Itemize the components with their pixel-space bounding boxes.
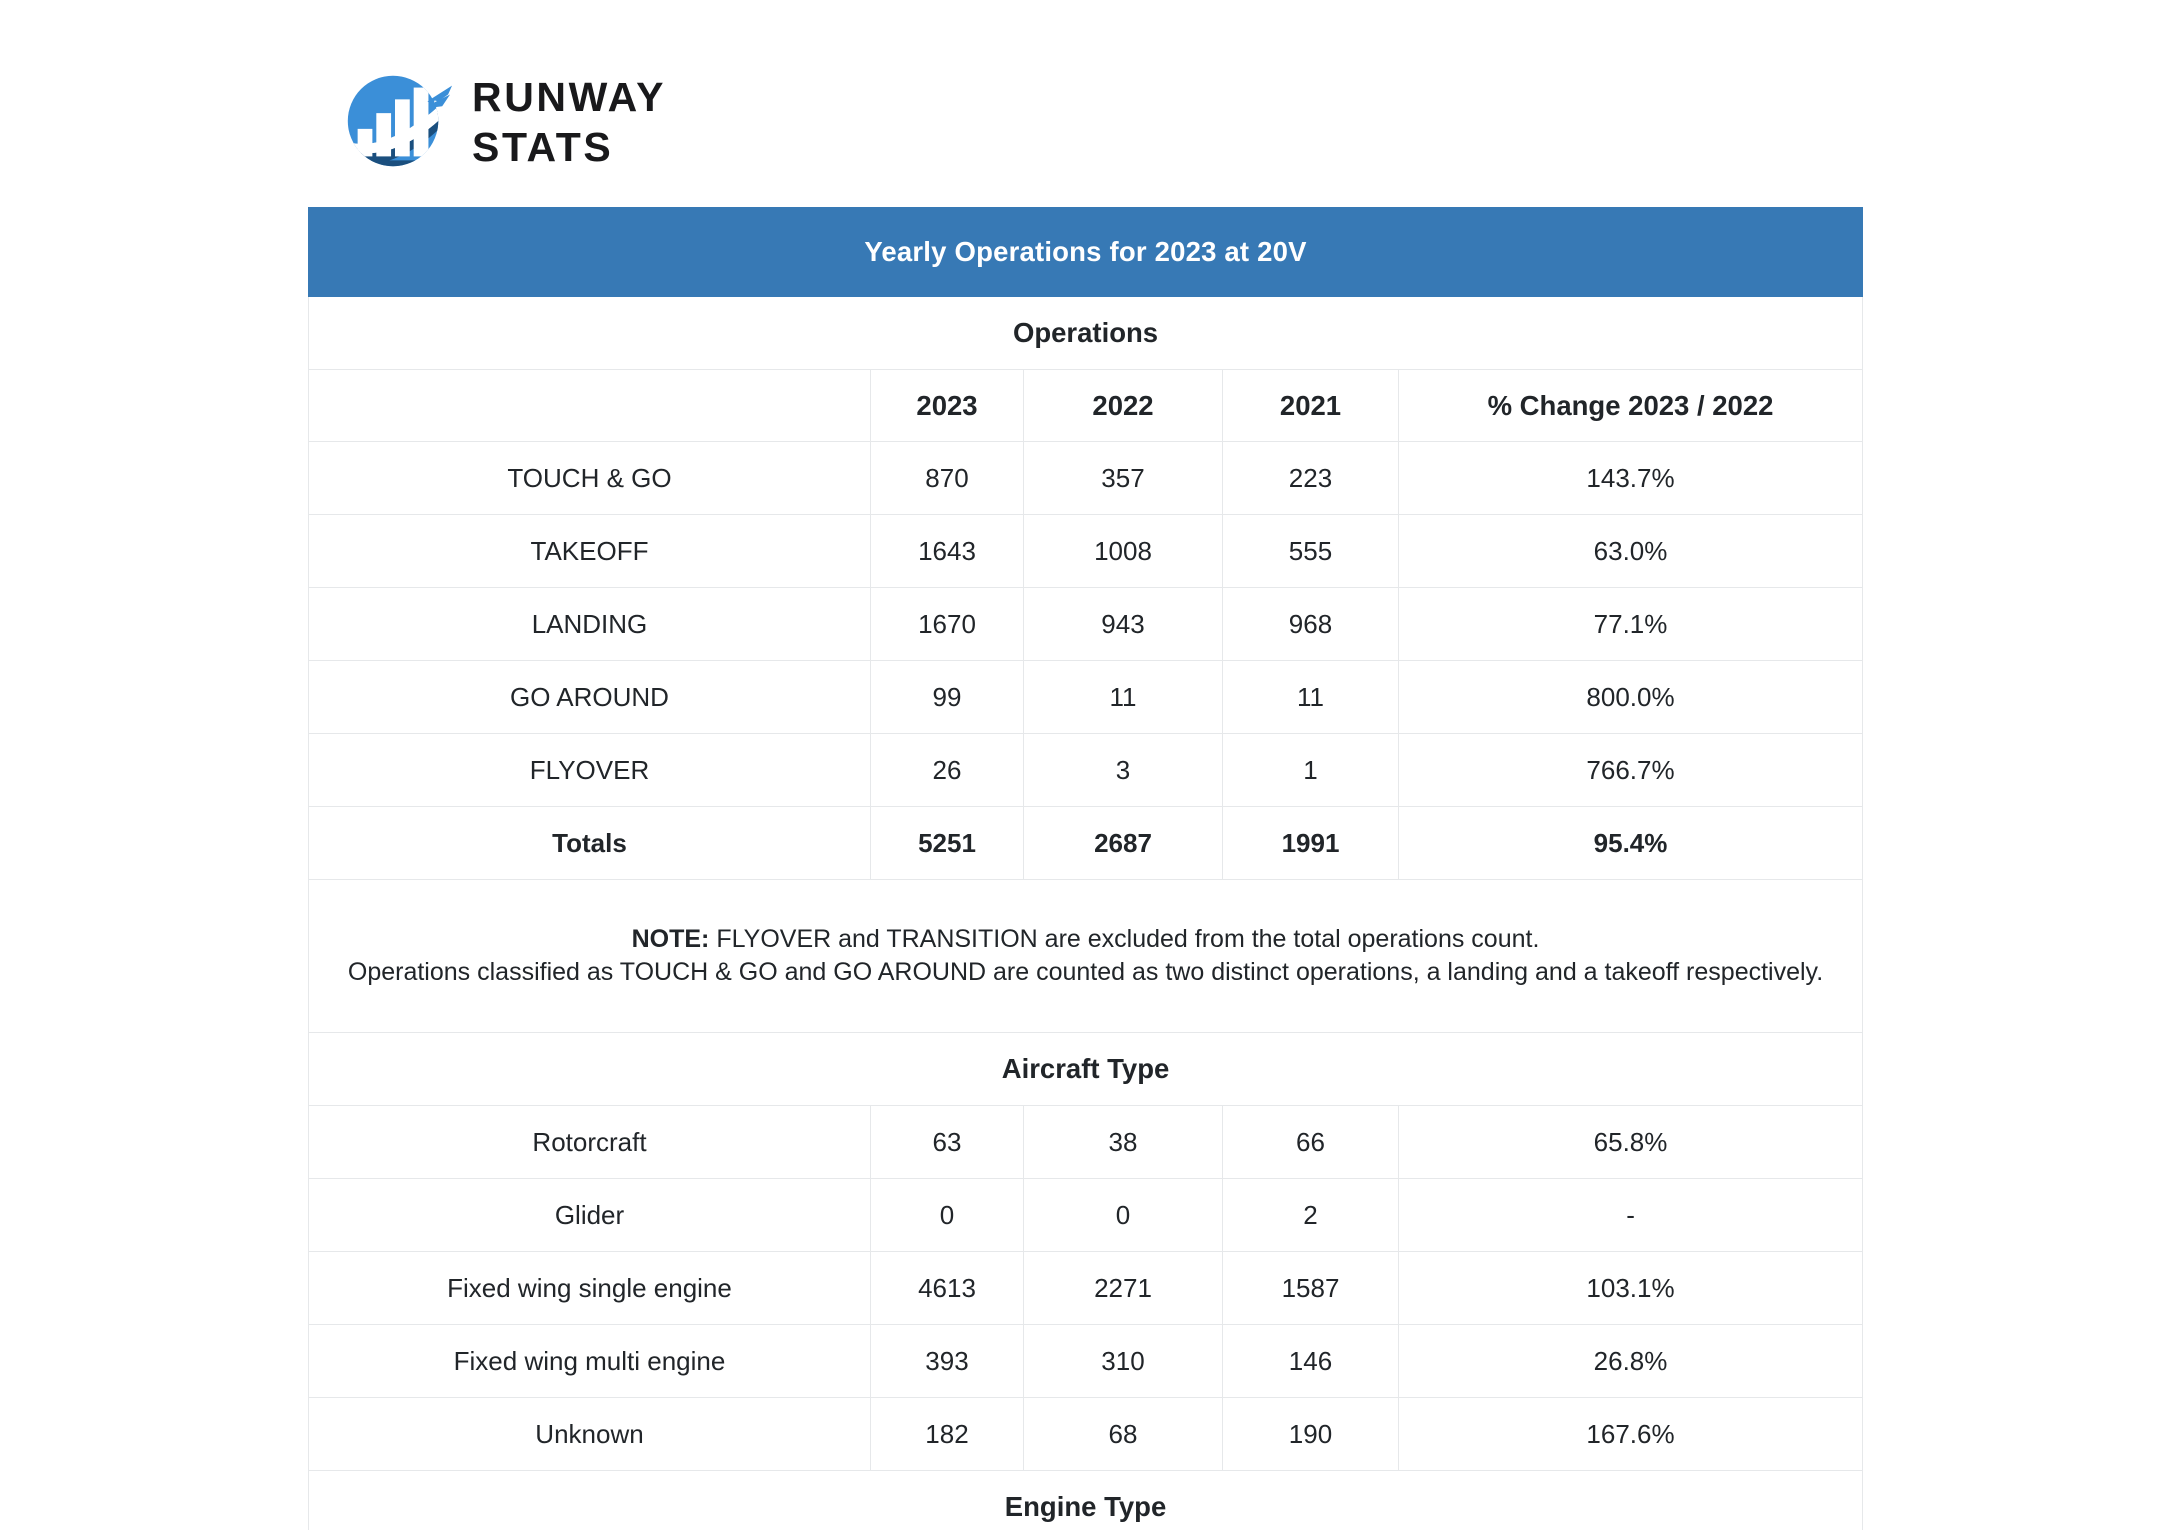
table-row (309, 1325, 1863, 1398)
table-row (309, 442, 1863, 515)
cell-change: 77.1% (1399, 588, 1863, 661)
cell-2021: 1991 (1223, 807, 1399, 880)
cell-2021: 11 (1223, 661, 1399, 734)
cell-change: 65.8% (1399, 1106, 1863, 1179)
row-label: Rotorcraft (309, 1106, 871, 1179)
brand-logo (336, 62, 666, 180)
cell-2021: 66 (1223, 1106, 1399, 1179)
row-label: FLYOVER (309, 734, 871, 807)
cell-change: 95.4% (1399, 807, 1863, 880)
cell-change: - (1399, 1179, 1863, 1252)
note-bold-prefix: NOTE: (631, 924, 710, 953)
cell-change: 143.7% (1399, 442, 1863, 515)
cell-2022: 2271 (1024, 1252, 1223, 1325)
row-label: TOUCH & GO (309, 442, 871, 515)
cell-2022: 68 (1024, 1398, 1223, 1471)
cell-2023: 1670 (871, 588, 1024, 661)
note-line-1: FLYOVER and TRANSITION are excluded from the total operations count. (709, 924, 1540, 953)
row-label: Totals (309, 807, 871, 880)
yearly-operations-table (308, 207, 1863, 1530)
cell-change: 800.0% (1399, 661, 1863, 734)
cell-2022: 357 (1024, 442, 1223, 515)
table-row (309, 734, 1863, 807)
cell-2021: 555 (1223, 515, 1399, 588)
section-header-aircraft-type (309, 1033, 1863, 1106)
cell-2023: 99 (871, 661, 1024, 734)
cell-2022: 310 (1024, 1325, 1223, 1398)
cell-2021: 1 (1223, 734, 1399, 807)
cell-2022: 11 (1024, 661, 1223, 734)
cell-2021: 223 (1223, 442, 1399, 515)
table-row (309, 1106, 1863, 1179)
cell-2023: 870 (871, 442, 1024, 515)
section-title: Aircraft Type (309, 1033, 1863, 1106)
table-row (309, 515, 1863, 588)
table-row (309, 661, 1863, 734)
cell-2022: 1008 (1024, 515, 1223, 588)
cell-2023: 63 (871, 1106, 1024, 1179)
row-label: LANDING (309, 588, 871, 661)
cell-change: 63.0% (1399, 515, 1863, 588)
cell-2023: 4613 (871, 1252, 1024, 1325)
cell-2021: 146 (1223, 1325, 1399, 1398)
cell-2022: 3 (1024, 734, 1223, 807)
brand-line-2: STATS (472, 123, 614, 170)
cell-2022: 0 (1024, 1179, 1223, 1252)
section-header-operations (309, 297, 1863, 370)
row-label: GO AROUND (309, 661, 871, 734)
row-label: TAKEOFF (309, 515, 871, 588)
brand-wordmark (472, 75, 666, 168)
cell-2023: 182 (871, 1398, 1024, 1471)
cell-2023: 0 (871, 1179, 1024, 1252)
cell-change: 167.6% (1399, 1398, 1863, 1471)
column-header-2022: 2022 (1024, 370, 1223, 442)
column-header-row (309, 370, 1863, 442)
note-line-2: Operations classified as TOUCH & GO and GO AROUND are counted as two distinct operations, a landing and a takeoff respectively. (347, 958, 1824, 986)
table-row (309, 588, 1863, 661)
cell-2023: 26 (871, 734, 1024, 807)
section-title: Operations (309, 297, 1863, 370)
cell-2022: 38 (1024, 1106, 1223, 1179)
cell-change: 26.8% (1399, 1325, 1863, 1398)
cell-2022: 2687 (1024, 807, 1223, 880)
cell-2021: 968 (1223, 588, 1399, 661)
cell-change: 766.7% (1399, 734, 1863, 807)
brand-line-1: RUNWAY (472, 73, 667, 120)
row-label: Fixed wing multi engine (309, 1325, 871, 1398)
row-label: Glider (309, 1179, 871, 1252)
cell-2023: 393 (871, 1325, 1024, 1398)
cell-2021: 1587 (1223, 1252, 1399, 1325)
page-title: Yearly Operations for 2023 at 20V (309, 208, 1863, 297)
table-row (309, 1179, 1863, 1252)
cell-2023: 5251 (871, 807, 1024, 880)
section-title: Engine Type (309, 1471, 1863, 1530)
column-header-change: % Change 2023 / 2022 (1399, 370, 1863, 442)
table-row (309, 1252, 1863, 1325)
cell-2021: 2 (1223, 1179, 1399, 1252)
row-label: Unknown (309, 1398, 871, 1471)
column-header-label (309, 370, 871, 442)
table-title-row (309, 208, 1863, 297)
column-header-2023: 2023 (871, 370, 1024, 442)
totals-row (309, 807, 1863, 880)
column-header-2021: 2021 (1223, 370, 1399, 442)
cell-2023: 1643 (871, 515, 1024, 588)
note-text (309, 880, 1863, 1033)
cell-2022: 943 (1024, 588, 1223, 661)
note-row (309, 880, 1863, 1033)
table-row (309, 1398, 1863, 1471)
runway-stats-globe-chart-plane-icon (336, 62, 454, 180)
row-label: Fixed wing single engine (309, 1252, 871, 1325)
cell-change: 103.1% (1399, 1252, 1863, 1325)
cell-2021: 190 (1223, 1398, 1399, 1471)
section-header-engine-type (309, 1471, 1863, 1530)
